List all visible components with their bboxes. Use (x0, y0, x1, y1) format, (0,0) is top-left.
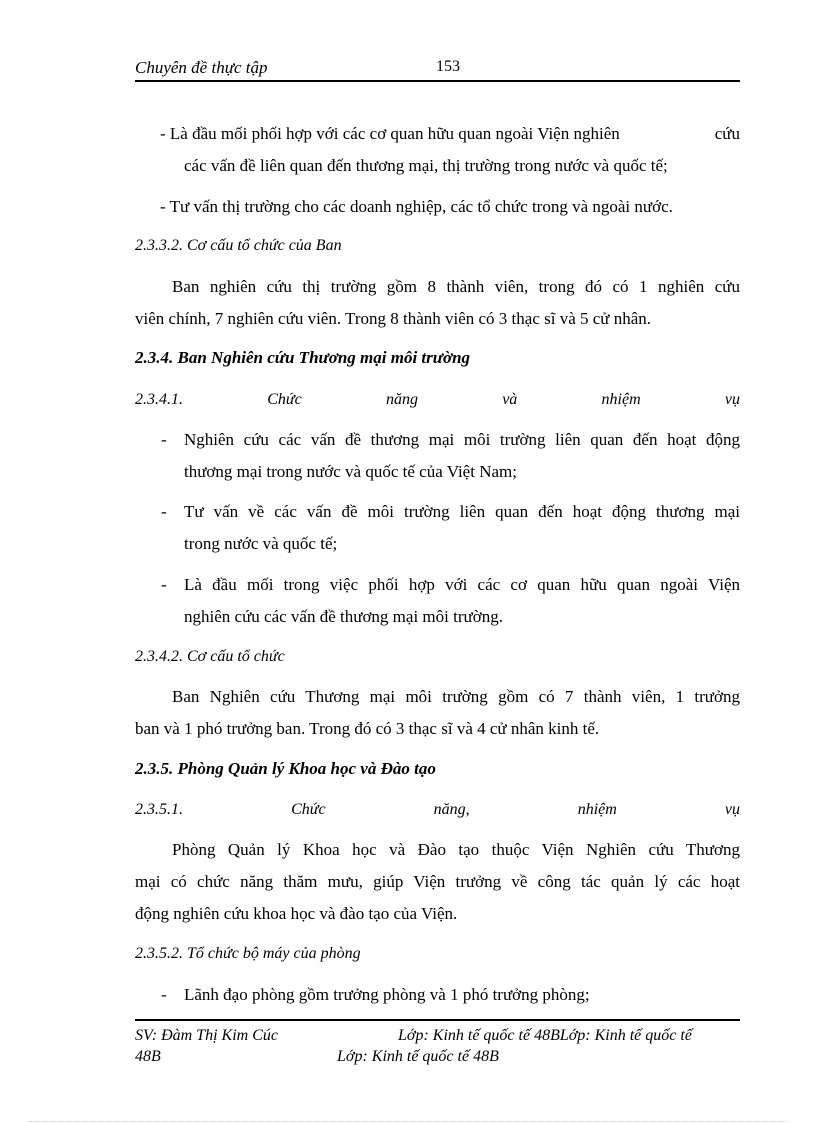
footer-class: Lớp: Kinh tế quốc tế 48BLớp: Kinh tế quốc tế (398, 1027, 692, 1044)
paragraph-line: các vấn đề liên quan đến thương mại, thị trường trong nước và quốc tế; (184, 156, 668, 175)
page-edge (28, 1121, 788, 1122)
heading-word: năng (385, 391, 418, 408)
bullet-dash: - (161, 430, 167, 449)
paragraph-line: ban và 1 phó trưởng ban. Trong đó có 3 thạc sĩ và 4 cử nhân kinh tế. (135, 719, 600, 738)
paragraph-line: viên chính, 7 nghiên cứu viên. Trong 8 thành viên có 3 thạc sĩ và 5 cử nhân. (135, 309, 652, 328)
paragraph-line: Ban Nghiên cứu Thương mại môi trường gồm có 7 thành viên, 1 trưởng (172, 687, 740, 706)
text-segment: cứu (714, 124, 740, 143)
page-number: 153 (436, 58, 460, 75)
heading-word: Chức (291, 801, 326, 818)
paragraph-line: mại có chức năng thăm mưu, giúp Viện trưởng về công tác quản lý các hoạt (135, 872, 740, 891)
bullet-dash: - (161, 985, 167, 1004)
section-heading: 2.3.4.2. Cơ cấu tổ chức (135, 648, 285, 665)
heading-word: vụ (724, 391, 740, 408)
section-heading: 2.3.4. Ban Nghiên cứu Thương mại môi trường (135, 348, 471, 367)
header-title: Chuyên đề thực tập (135, 58, 268, 77)
footer-student: SV: Đàm Thị Kim Cúc (135, 1027, 278, 1044)
bullet-line: nghiên cứu các vấn đề thương mại môi trường. (184, 607, 503, 626)
paragraph-line: - Tư vấn thị trường cho các doanh nghiệp, các tổ chức trong và ngoài nước. (160, 197, 673, 216)
text-segment: - Là đầu mối phối hợp với các cơ quan hữu quan ngoài Viện nghiên (160, 124, 620, 143)
paragraph-line: động nghiên cứu khoa học và đào tạo của Viện. (135, 904, 458, 923)
bullet-line: Là đầu mối trong việc phối hợp với các cơ quan hữu quan ngoài Viện (184, 575, 740, 594)
heading-word: Chức (267, 391, 302, 408)
bullet-line: thương mại trong nước và quốc tế của Việt Nam; (184, 462, 517, 481)
footer-class-suffix: 48B (135, 1048, 161, 1065)
heading-word: vụ (724, 801, 740, 818)
heading-word: 2.3.5.1. (135, 801, 183, 818)
footer-class-2: Lớp: Kinh tế quốc tế 48B (337, 1048, 499, 1065)
footer-divider (135, 1019, 740, 1021)
bullet-dash: - (161, 502, 167, 521)
subsection-heading (135, 800, 740, 820)
paragraph-line: Phòng Quản lý Khoa học và Đào tạo thuộc Viện Nghiên cứu Thương (172, 840, 740, 859)
paragraph-line: Ban nghiên cứu thị trường gồm 8 thành viên, trong đó có 1 nghiên cứu (172, 277, 740, 296)
section-heading: 2.3.5.2. Tổ chức bộ máy của phòng (135, 945, 361, 962)
subsection-heading (135, 390, 740, 410)
heading-word: và (502, 391, 518, 408)
header-divider (135, 80, 740, 82)
section-heading: 2.3.3.2. Cơ cấu tổ chức của Ban (135, 237, 342, 254)
section-heading: 2.3.5. Phòng Quản lý Khoa học và Đào tạo (135, 759, 436, 778)
heading-word: năng, (433, 801, 470, 818)
bullet-line: trong nước và quốc tế; (184, 534, 338, 553)
paragraph-line (160, 124, 740, 144)
bullet-dash: - (161, 575, 167, 594)
heading-word: nhiệm (577, 801, 617, 818)
bullet-line: Nghiên cứu các vấn đề thương mại môi trường liên quan đến hoạt động (184, 430, 740, 449)
heading-word: 2.3.4.1. (135, 391, 183, 408)
bullet-line: Lãnh đạo phòng gồm trưởng phòng và 1 phó trưởng phòng; (184, 985, 590, 1004)
bullet-line: Tư vấn về các vấn đề môi trường liên quan đến hoạt động thương mại (184, 502, 740, 521)
heading-word: nhiệm (601, 391, 641, 408)
